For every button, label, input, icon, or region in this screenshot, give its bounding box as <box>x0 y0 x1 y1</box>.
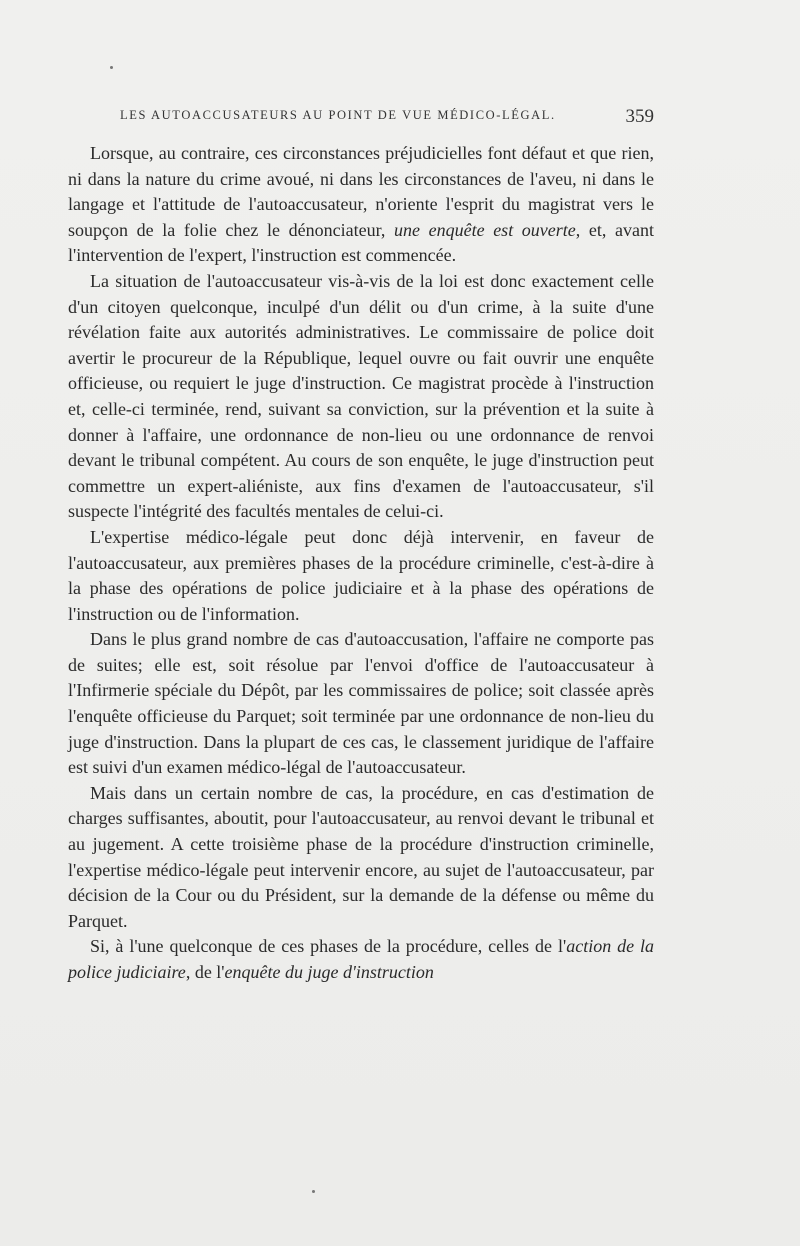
paragraph: Dans le plus grand nombre de cas d'autoaccusation, l'affaire ne comporte pas de suites; elle est, soit résolue par l'envoi d'office de l'autoaccusateur à l'Infirmerie spéciale du Dépôt, par les commissaires de police; soit classée après l'enquête officieuse du Parquet; soit terminée par une ordonnance de non-lieu du juge d'instruction. Dans la plupart de ces cas, le classement juridique de l'affaire est suivi d'un examen médico-légal de l'autoaccusateur. <box>68 629 654 778</box>
paragraph: Lorsque, au contraire, ces circonstances préjudicielles font défaut et que rien, ni dans la nature du crime avoué, ni dans les circonstances de l'aveu, ni dans le langage et l'attitude de l'autoaccusateur, n'oriente l'esprit du magistrat vers le soupçon de la folie chez le dénonciateur, une enquête est ouverte, et, avant l'intervention de l'expert, l'instruction est commencée. <box>68 143 655 266</box>
page-header <box>68 106 654 132</box>
paper-speck <box>110 66 113 69</box>
italic-phrase: action de la police judiciaire <box>68 936 654 982</box>
page-number: 359 <box>625 106 654 127</box>
paragraph: La situation de l'autoaccusateur vis-à-vis de la loi est donc exactement celle d'un citoyen quelconque, inculpé d'un délit ou d'un crime, à la suite d'une révélation faite aux autorités administratives. Le commissaire de police doit avertir le procureur de la République, lequel ouvre ou fait ouvrir une enquête officieuse, ou requiert le juge d'instruction. Ce magistrat procède à l'instruction et, celle-ci terminée, rend, suivant sa conviction, sur la prévention et la suite à donner à l'affaire, une ordonnance de non-lieu ou une ordonnance de renvoi devant le tribunal compétent. Au cours de son enquête, le juge d'instruction peut commettre un expert-aliéniste, aux fins d'examen de l'autoaccusateur, s'il suspecte l'intégrité des facultés mentales de celui-ci. <box>68 270 654 522</box>
paragraph: Mais dans un certain nombre de cas, la procédure, en cas d'estimation de charges suffisantes, aboutit, pour l'autoaccusateur, au renvoi devant le tribunal et au jugement. A cette troisième phase de la procédure d'instruction criminelle, l'expertise médico-légale peut intervenir encore, au sujet de l'autoaccusateur, par décision de la Cour ou du Président, sur la demande de la défense ou même du Parquet. <box>68 782 654 931</box>
italic-phrase: une enquête est ouverte <box>394 219 576 240</box>
paragraph: L'expertise médico-légale peut donc déjà intervenir, en faveur de l'autoaccusateur, aux premières phases de la procédure criminelle, c'est-à-dire à la phase des opérations de police judiciaire et à la phase des opérations de l'instruction ou de l'information. <box>68 526 654 624</box>
paragraph: Si, à l'une quelconque de ces phases de la procédure, celles de l'action de la police judiciaire, de l'enquête du juge d'instruction <box>68 936 654 982</box>
paper-speck <box>312 1190 315 1193</box>
italic-phrase: enquête du juge d'instruction <box>224 962 434 982</box>
body-text <box>68 141 654 986</box>
running-title: LES AUTOACCUSATEURS AU POINT DE VUE MÉDICO-LÉGAL. <box>120 108 556 122</box>
